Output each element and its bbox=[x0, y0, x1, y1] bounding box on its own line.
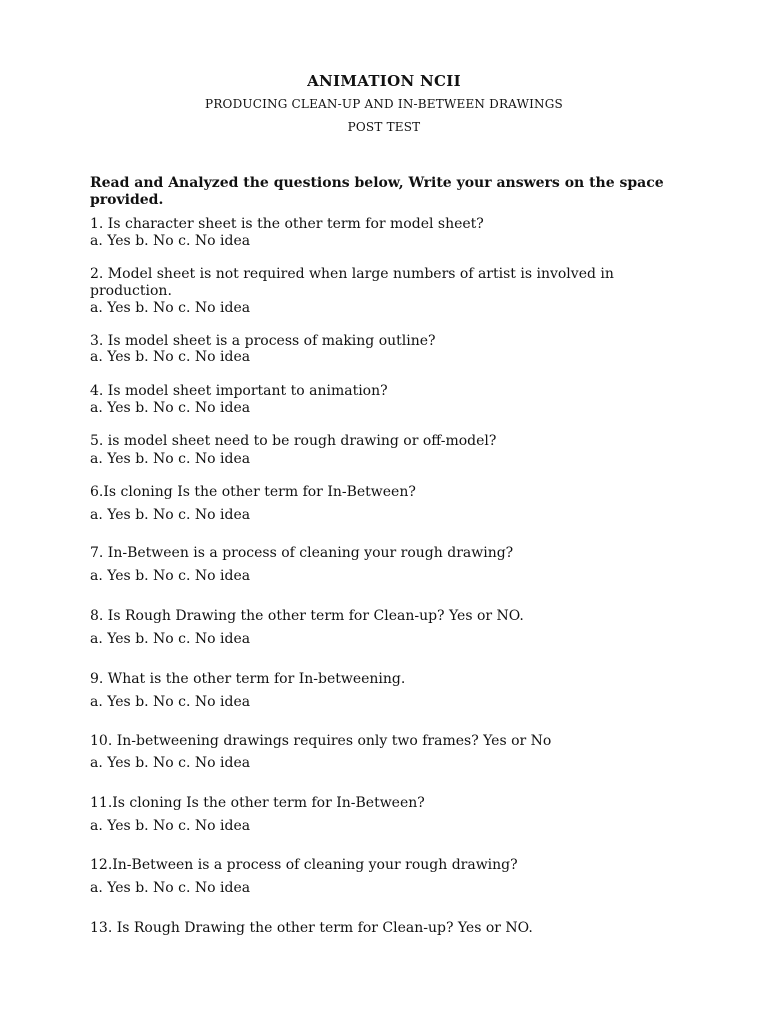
document-title: ANIMATION NCII bbox=[307, 72, 461, 90]
question-6: 6.Is cloning Is the other term for In-Between? bbox=[90, 484, 416, 500]
question-5-options: a. Yes b. No c. No idea bbox=[90, 451, 251, 467]
question-12-options: a. Yes b. No c. No idea bbox=[90, 880, 251, 896]
question-2-options: a. Yes b. No c. No idea bbox=[90, 300, 251, 316]
question-13: 13. Is Rough Drawing the other term for Clean-up? Yes or NO. bbox=[90, 920, 533, 936]
question-10: 10. In-betweening drawings requires only two frames? Yes or No bbox=[90, 733, 552, 749]
question-11-options: a. Yes b. No c. No idea bbox=[90, 818, 251, 834]
instructions: Read and Analyzed the questions below, Write your answers on the space provided. bbox=[90, 175, 664, 208]
question-6-options: a. Yes b. No c. No idea bbox=[90, 507, 251, 523]
question-11: 11.Is cloning Is the other term for In-Between? bbox=[90, 795, 425, 811]
question-1: 1. Is character sheet is the other term for model sheet? bbox=[90, 216, 484, 232]
question-1-options: a. Yes b. No c. No idea bbox=[90, 233, 251, 249]
question-9-options: a. Yes b. No c. No idea bbox=[90, 694, 251, 710]
question-8: 8. Is Rough Drawing the other term for Clean-up? Yes or NO. bbox=[90, 608, 524, 624]
question-4: 4. Is model sheet important to animation? bbox=[90, 383, 388, 399]
question-8-options: a. Yes b. No c. No idea bbox=[90, 631, 251, 647]
question-4-options: a. Yes b. No c. No idea bbox=[90, 400, 251, 416]
question-3-options: a. Yes b. No c. No idea bbox=[90, 349, 251, 365]
question-7-options: a. Yes b. No c. No idea bbox=[90, 568, 251, 584]
question-9: 9. What is the other term for In-betweening. bbox=[90, 671, 406, 687]
test-type-label: POST TEST bbox=[347, 120, 421, 134]
question-2: 2. Model sheet is not required when large numbers of artist is involved in production. bbox=[90, 266, 614, 299]
question-10-options: a. Yes b. No c. No idea bbox=[90, 755, 251, 771]
question-7: 7. In-Between is a process of cleaning your rough drawing? bbox=[90, 545, 514, 561]
question-12: 12.In-Between is a process of cleaning your rough drawing? bbox=[90, 857, 518, 873]
question-5: 5. is model sheet need to be rough drawing or off-model? bbox=[90, 433, 497, 449]
question-3: 3. Is model sheet is a process of making outline? bbox=[90, 333, 436, 349]
document-subtitle: PRODUCING CLEAN-UP AND IN-BETWEEN DRAWINGS bbox=[205, 97, 563, 111]
